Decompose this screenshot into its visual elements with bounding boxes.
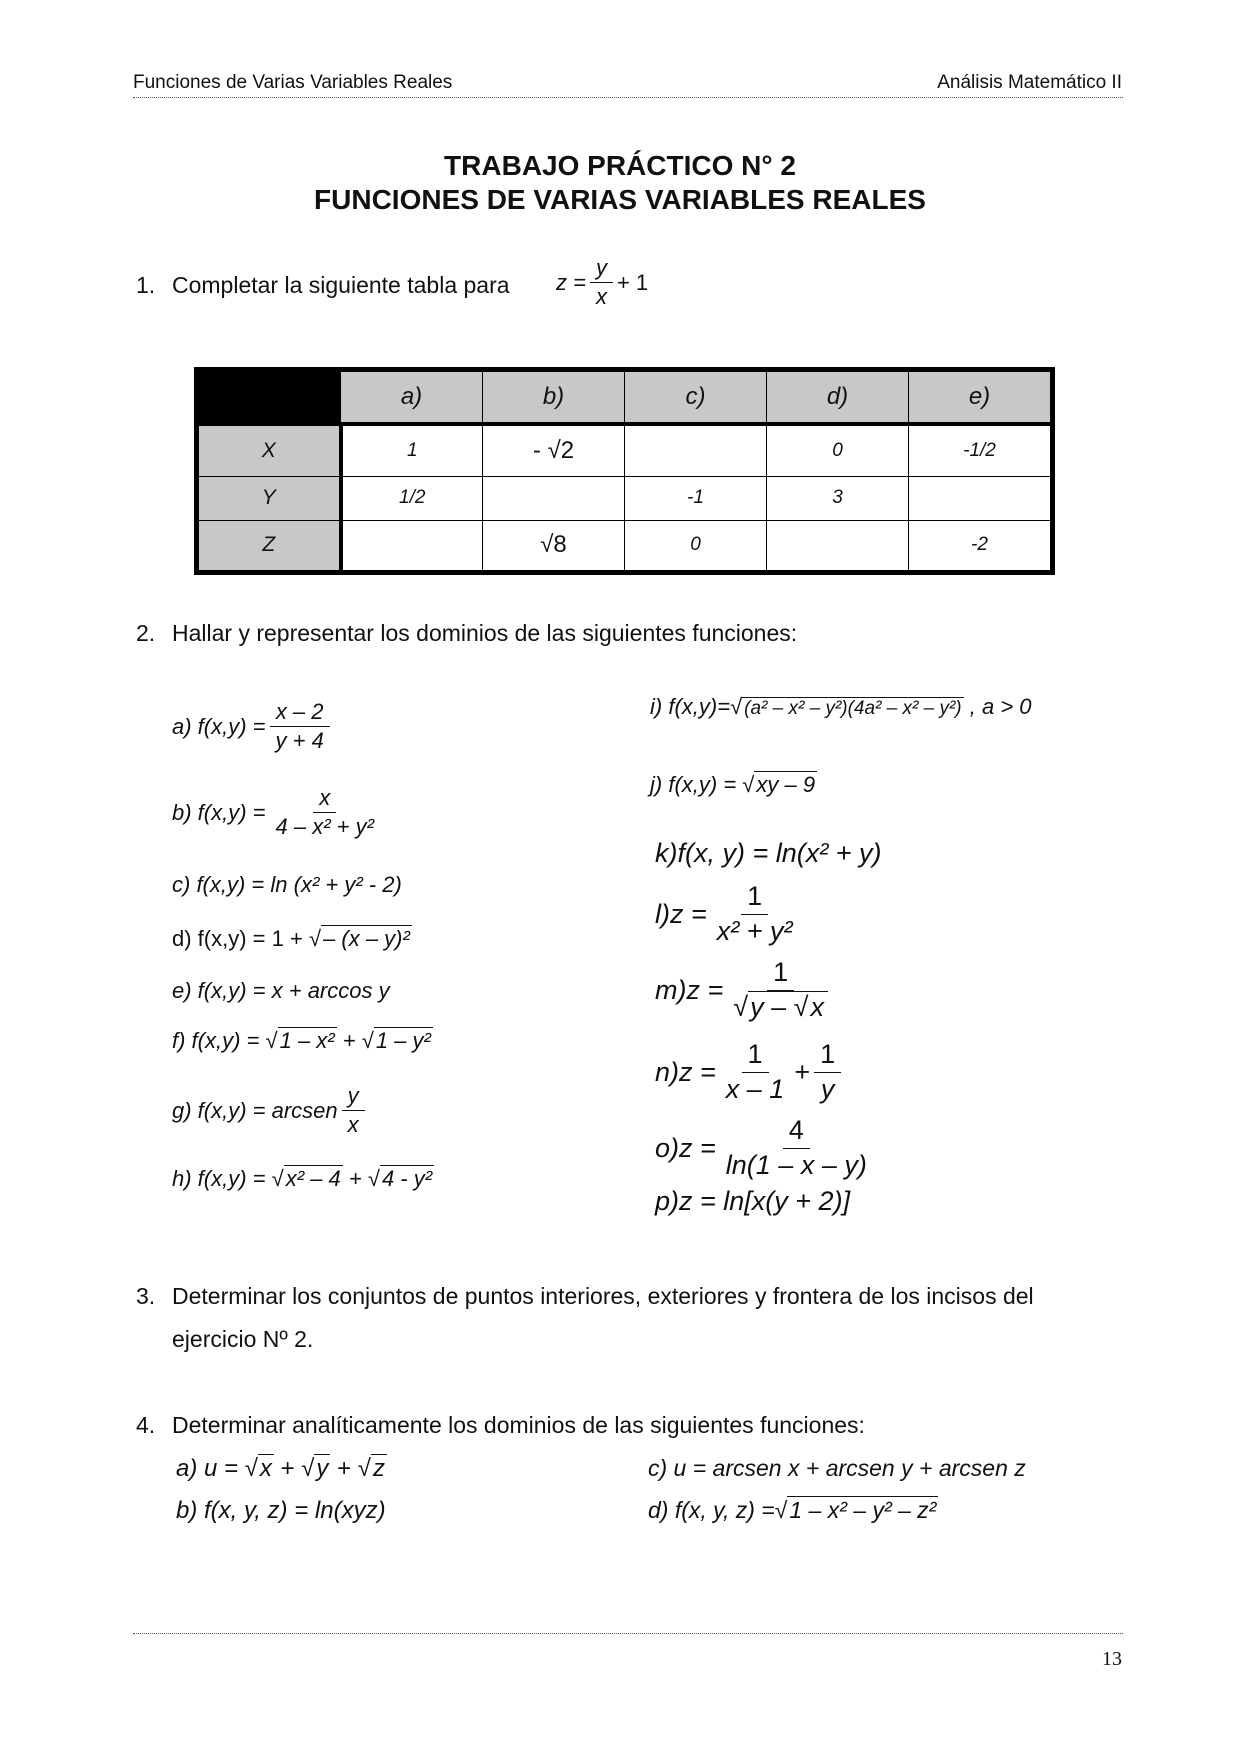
col-header: e) bbox=[909, 372, 1051, 425]
q2-b-lhs: b) f(x,y) = bbox=[172, 799, 266, 825]
q2-n-plus: + bbox=[794, 1056, 811, 1087]
q2-c: c) f(x,y) = ln (x² + y² - 2) bbox=[172, 872, 402, 897]
q3-number: 3. bbox=[136, 1283, 156, 1309]
q2-f-rad1: 1 – x² bbox=[279, 1028, 335, 1053]
q2-l-den: x² + y² bbox=[716, 915, 793, 946]
q4-a-plus2: + bbox=[337, 1455, 352, 1482]
table-cell bbox=[767, 520, 909, 570]
q2-d: d) f(x,y) = 1 + √– (x – y)² bbox=[172, 926, 410, 951]
q2-m: m)z = $\frac{1}{√y - √x}$ bbox=[655, 958, 838, 1022]
q2-a-lhs: a) f(x,y) = bbox=[172, 713, 266, 739]
q2-p: p)z = ln[x(y + 2)] bbox=[655, 1186, 851, 1216]
table-cell: -1 bbox=[625, 477, 767, 521]
q2-h-plus: + bbox=[348, 1166, 362, 1191]
q2-o bbox=[655, 1116, 877, 1180]
q2-e: e) f(x,y) = x + arccos y bbox=[172, 978, 390, 1003]
q2-g bbox=[172, 1084, 369, 1137]
q2-d-lhs: d) f(x,y) = 1 + bbox=[172, 926, 303, 951]
q2-b-num: x bbox=[313, 786, 336, 813]
table-cell: 0 bbox=[767, 424, 909, 477]
q2-j: j) f(x,y) = √xy – 9 bbox=[650, 772, 816, 797]
q2-n-num2: 1 bbox=[814, 1040, 841, 1073]
table-cell: - √2 bbox=[483, 424, 625, 477]
q2-h-rad2: 4 - y² bbox=[381, 1166, 433, 1191]
q2-n-den2: y bbox=[820, 1073, 835, 1104]
table-cell bbox=[909, 477, 1051, 521]
row-header: X bbox=[199, 424, 341, 477]
q2-g-den: x bbox=[347, 1112, 359, 1138]
table-cell: 1/2 bbox=[341, 477, 483, 521]
q4-a-r3: z bbox=[372, 1455, 385, 1482]
q1-formula-lhs: z = bbox=[556, 269, 586, 295]
table-corner bbox=[199, 372, 341, 425]
q1-formula-num: y bbox=[590, 256, 613, 283]
q2-g-lhs: g) f(x,y) = arcsen bbox=[172, 1097, 338, 1123]
q4-a: a) u = √x + √y + √z bbox=[176, 1455, 385, 1482]
table-cell: 0 bbox=[625, 520, 767, 570]
q2-m-lhs: m)z = bbox=[655, 974, 724, 1005]
q2-o-num: 4 bbox=[783, 1116, 810, 1149]
q2-o-lhs: o)z = bbox=[655, 1132, 716, 1163]
q2-l-num: 1 bbox=[741, 882, 768, 915]
q4-a-lhs: a) u = bbox=[176, 1455, 239, 1482]
page-title: TRABAJO PRÁCTICO N° 2 bbox=[444, 150, 796, 181]
q2-number: 2. bbox=[136, 620, 156, 646]
q2-n-lhs: n)z = bbox=[655, 1056, 716, 1087]
table-cell bbox=[625, 424, 767, 477]
q2-j-rad: xy – 9 bbox=[756, 772, 816, 797]
q2-k: k)f(x, y) = ln(x² + y) bbox=[655, 838, 882, 868]
q2-m-num: 1 bbox=[767, 958, 794, 991]
q4-c: c) u = arcsen x + arcsen y + arcsen z bbox=[648, 1455, 1026, 1481]
table-cell bbox=[341, 520, 483, 570]
q2-l bbox=[655, 882, 803, 946]
q2-a bbox=[172, 700, 334, 753]
q2-n-den1: x – 1 bbox=[725, 1073, 785, 1104]
table-cell bbox=[483, 477, 625, 521]
q3-line1: Determinar los conjuntos de puntos interiores, exteriores y frontera de los incisos del bbox=[172, 1283, 1034, 1309]
q2-h-lhs: h) f(x,y) = bbox=[172, 1166, 266, 1191]
page-number: 13 bbox=[1102, 1648, 1122, 1670]
q2-h: h) f(x,y) = √x² – 4 + √4 - y² bbox=[172, 1166, 433, 1191]
q2-n bbox=[655, 1040, 845, 1104]
q2-i-lhs: i) f(x,y)= bbox=[650, 694, 731, 719]
q2-text: Hallar y representar los dominios de las siguientes funciones: bbox=[172, 620, 798, 646]
q2-b-den: 4 – x² + y² bbox=[275, 814, 374, 840]
q2-i-cond: , a > 0 bbox=[969, 694, 1032, 719]
q4-b: b) f(x, y, z) = ln(xyz) bbox=[176, 1497, 386, 1524]
q2-n-num1: 1 bbox=[742, 1040, 769, 1073]
q2-o-den: ln(1 – x – y) bbox=[725, 1149, 867, 1180]
table-cell: √8 bbox=[483, 520, 625, 570]
q4-a-r2: y bbox=[316, 1455, 329, 1482]
table-cell: 1 bbox=[341, 424, 483, 477]
q1-number: 1. bbox=[136, 272, 156, 298]
q2-f-lhs: f) f(x,y) = bbox=[172, 1028, 260, 1053]
q3-line2: ejercicio Nº 2. bbox=[172, 1326, 314, 1352]
col-header: a) bbox=[341, 372, 483, 425]
q2-i: i) f(x,y)=√ (a² – x² – y²)(4a² – x² – y²) , a > 0 bbox=[650, 694, 1032, 719]
q2-i-rad: (a² – x² – y²)(4a² – x² – y²) bbox=[744, 698, 962, 719]
q2-h-rad1: x² – 4 bbox=[285, 1166, 341, 1191]
q1-table bbox=[194, 367, 1055, 575]
header-right: Análisis Matemático II bbox=[937, 72, 1122, 93]
row-header: Z bbox=[199, 520, 341, 570]
q1-formula-den: x bbox=[595, 284, 607, 310]
table-cell: -2 bbox=[909, 520, 1051, 570]
q4-a-plus1: + bbox=[280, 1455, 295, 1482]
table-cell: 3 bbox=[767, 477, 909, 521]
q2-a-num: x – 2 bbox=[270, 700, 330, 727]
q4-number: 4. bbox=[136, 1412, 156, 1438]
q2-m-den-a: y – bbox=[750, 991, 787, 1022]
q2-a-den: y + 4 bbox=[275, 728, 324, 754]
q4-d-lhs: d) f(x, y, z) = bbox=[648, 1497, 775, 1523]
q1-formula bbox=[556, 256, 648, 309]
q2-f-rad2: 1 – y² bbox=[375, 1028, 431, 1053]
q2-g-num: y bbox=[342, 1084, 365, 1111]
q1-formula-rest: + 1 bbox=[616, 269, 649, 295]
table-cell: -1/2 bbox=[909, 424, 1051, 477]
col-header: c) bbox=[625, 372, 767, 425]
page-subtitle: FUNCIONES DE VARIAS VARIABLES REALES bbox=[314, 184, 926, 215]
q4-d-rad: 1 – x² – y² – z² bbox=[789, 1497, 937, 1523]
col-header: d) bbox=[767, 372, 909, 425]
header-left: Funciones de Varias Variables Reales bbox=[133, 72, 453, 93]
q4-d: d) f(x, y, z) =√1 – x² – y² – z² bbox=[648, 1497, 937, 1523]
q2-m-den-b: x bbox=[810, 991, 824, 1022]
q2-l-lhs: l)z = bbox=[655, 898, 707, 929]
q2-f: f) f(x,y) = √1 – x² + √1 – y² bbox=[172, 1028, 431, 1053]
q4-text: Determinar analíticamente los dominios de las siguientes funciones: bbox=[172, 1412, 865, 1438]
q2-j-lhs: j) f(x,y) = bbox=[650, 772, 737, 797]
q2-f-plus: + bbox=[342, 1028, 356, 1053]
col-header: b) bbox=[483, 372, 625, 425]
header-rule bbox=[133, 97, 1123, 98]
q4-a-r1: x bbox=[259, 1455, 272, 1482]
q1-text: Completar la siguiente tabla para bbox=[172, 272, 510, 298]
q2-d-rad: – (x – y)² bbox=[323, 926, 410, 951]
q2-b bbox=[172, 786, 384, 839]
footer-rule bbox=[133, 1633, 1123, 1634]
row-header: Y bbox=[199, 477, 341, 521]
